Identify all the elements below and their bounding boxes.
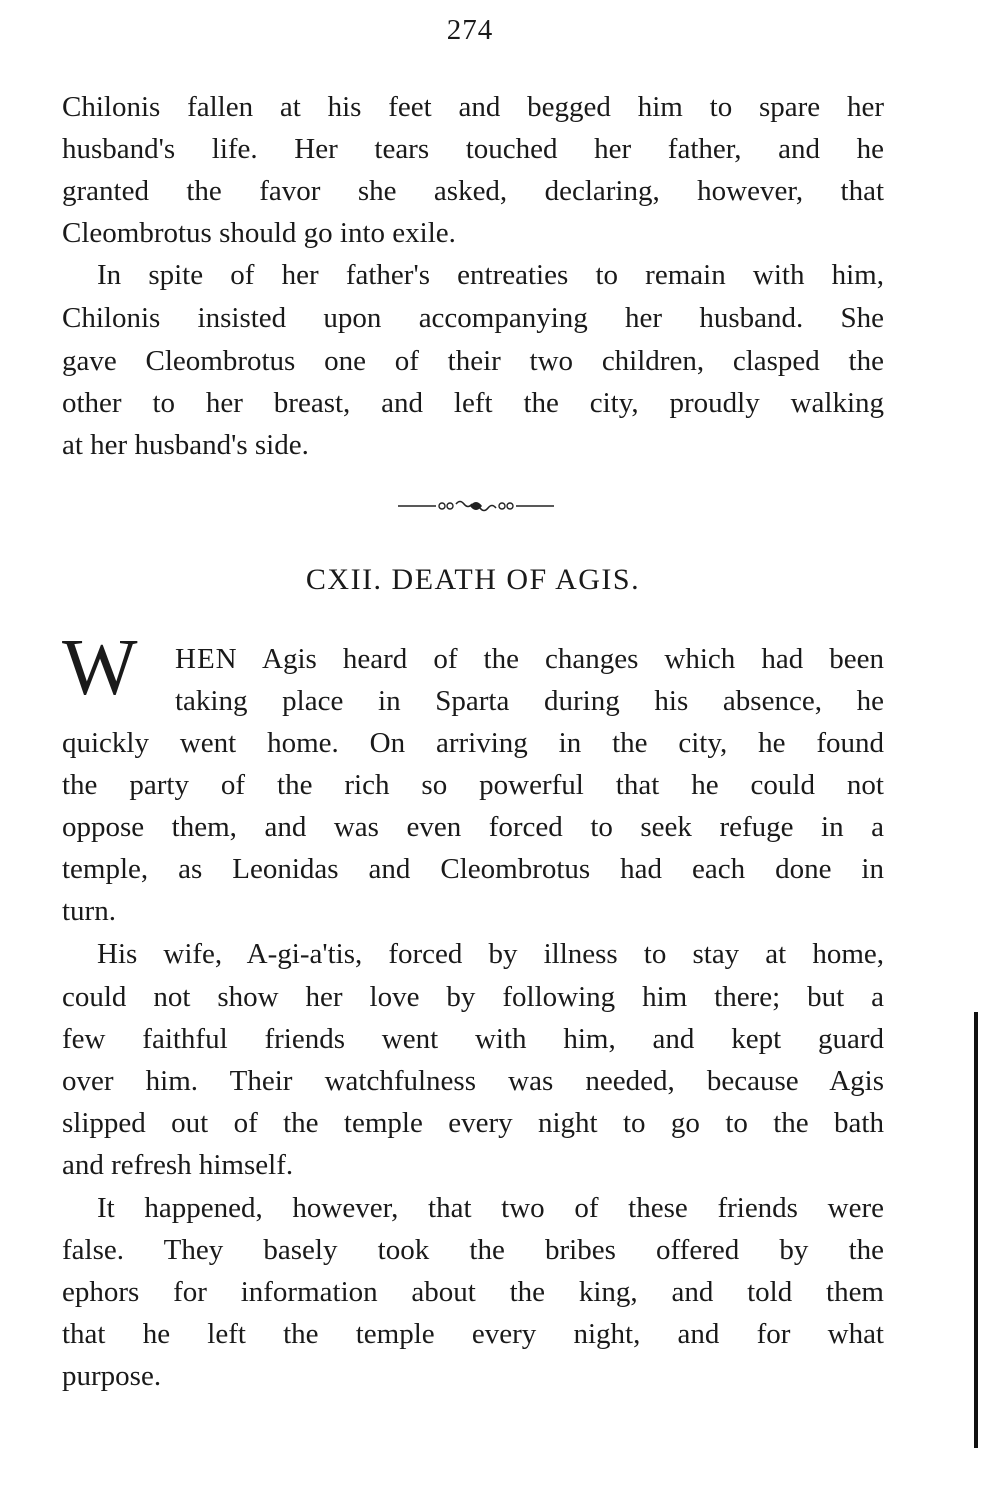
- text-line: temple, as Leonidas and Cleombrotus had each done in: [62, 853, 884, 885]
- text-line: In spite of her father's entreaties to remain with him,: [97, 259, 884, 291]
- ornament-divider-icon: [398, 494, 554, 518]
- text-line: turn.: [62, 895, 116, 927]
- text-line: false. They basely took the bribes offered by the: [62, 1234, 884, 1266]
- text-line: other to her breast, and left the city, proudly walking: [62, 387, 884, 419]
- text-line: taking place in Sparta during his absence, he: [175, 685, 884, 717]
- text-line: Chilonis fallen at his feet and begged him to spare her: [62, 91, 884, 123]
- text-line: over him. Their watchfulness was needed, because Agis: [62, 1065, 884, 1097]
- text-line: His wife, A-gi-a'tis, forced by illness to stay at home,: [97, 938, 884, 970]
- text-line: at her husband's side.: [62, 429, 309, 461]
- text-run: Agis heard of the changes which had been: [237, 643, 884, 675]
- text-line: Cleombrotus should go into exile.: [62, 217, 456, 249]
- drop-cap: W: [62, 624, 138, 712]
- text-line: that he left the temple every night, and for what: [62, 1318, 884, 1350]
- text-line: the party of the rich so powerful that he could not: [62, 769, 884, 801]
- text-line: gave Cleombrotus one of their two children, clasped the: [62, 345, 884, 377]
- small-caps-lead: HEN: [175, 643, 238, 675]
- page-number: 274: [446, 14, 494, 46]
- text-line: granted the favor she asked, declaring, however, that: [62, 175, 884, 207]
- scan-edge-rule: [974, 1012, 978, 1448]
- text-line: slipped out of the temple every night to go to the bath: [62, 1107, 884, 1139]
- text-line: and refresh himself.: [62, 1149, 294, 1181]
- text-line: quickly went home. On arriving in the city, he found: [62, 727, 884, 759]
- text-line: Chilonis insisted upon accompanying her husband. She: [62, 302, 884, 334]
- text-line: [175, 638, 884, 680]
- chapter-heading: CXII. DEATH OF AGIS.: [305, 563, 641, 596]
- text-line: It happened, however, that two of these friends were: [97, 1192, 884, 1224]
- text-line: few faithful friends went with him, and kept guard: [62, 1023, 884, 1055]
- text-line: could not show her love by following him there; but a: [62, 981, 884, 1013]
- text-line: ephors for information about the king, and told them: [62, 1276, 884, 1308]
- text-line: husband's life. Her tears touched her father, and he: [62, 133, 884, 165]
- text-line: oppose them, and was even forced to seek refuge in a: [62, 811, 884, 843]
- text-line: purpose.: [62, 1360, 162, 1392]
